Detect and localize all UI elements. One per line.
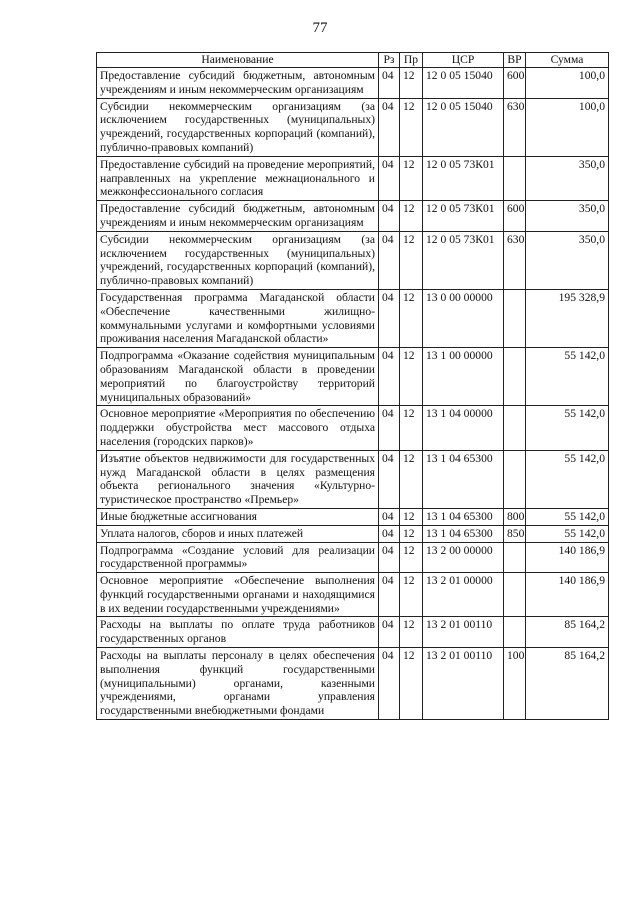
row-sum-cell: 55 142,0 [526,508,609,525]
row-rz-cell: 04 [379,68,400,99]
row-csr-cell: 12 0 05 73К01 [423,231,504,289]
row-pr-cell: 12 [400,617,423,648]
row-name-cell: Основное мероприятие «Мероприятия по обеспечению поддержки обустройства мест массового отдыха населения (городских парков)» [97,406,379,450]
table-row [97,98,609,156]
row-vr-cell [504,450,526,508]
row-csr-cell: 12 0 05 73К01 [423,201,504,232]
table-header-row [97,53,609,68]
row-name-cell: Расходы на выплаты персоналу в целях обеспечения выполнения функций государственными (муниципальными) органами, казенными учреждениями, органами управления государственными внебюджетными фондами [97,648,379,720]
row-sum-cell: 55 142,0 [526,348,609,406]
row-sum-cell: 55 142,0 [526,525,609,542]
row-pr-cell: 12 [400,156,423,200]
row-sum-cell: 85 164,2 [526,648,609,720]
table-row [97,573,609,617]
row-rz-cell: 04 [379,573,400,617]
table-row [97,508,609,525]
row-csr-cell: 13 2 01 00110 [423,617,504,648]
row-vr-cell [504,542,526,573]
row-rz-cell: 04 [379,231,400,289]
row-name-cell: Субсидии некоммерческим организациям (за исключением государственных (муниципальных) учреждений, государственных корпораций (компаний), публично-правовых компаний) [97,98,379,156]
row-pr-cell: 12 [400,348,423,406]
row-name-cell: Иные бюджетные ассигнования [97,508,379,525]
row-csr-cell: 13 1 04 65300 [423,525,504,542]
header-vr: ВР [504,53,526,68]
row-vr-cell [504,406,526,450]
row-sum-cell: 100,0 [526,68,609,99]
row-pr-cell: 12 [400,450,423,508]
row-vr-cell: 600 [504,201,526,232]
table-row [97,68,609,99]
row-vr-cell: 850 [504,525,526,542]
row-vr-cell: 100 [504,648,526,720]
row-sum-cell: 140 186,9 [526,573,609,617]
row-vr-cell [504,289,526,347]
row-pr-cell: 12 [400,289,423,347]
row-rz-cell: 04 [379,617,400,648]
table-row [97,156,609,200]
row-pr-cell: 12 [400,542,423,573]
row-name-cell: Субсидии некоммерческим организациям (за исключением государственных (муниципальных) учреждений, государственных корпораций (компаний), публично-правовых компаний) [97,231,379,289]
row-rz-cell: 04 [379,201,400,232]
table-row [97,348,609,406]
row-vr-cell [504,156,526,200]
row-pr-cell: 12 [400,201,423,232]
page-number: 77 [312,20,328,36]
row-name-cell: Предоставление субсидий на проведение мероприятий, направленных на укрепление межнационального и межконфессионального согласия [97,156,379,200]
row-name-cell: Подпрограмма «Создание условий для реализации государственной программы» [97,542,379,573]
row-rz-cell: 04 [379,156,400,200]
header-rz: Рз [379,53,400,68]
row-rz-cell: 04 [379,648,400,720]
header-csr: ЦСР [423,53,504,68]
budget-table [96,52,609,720]
row-rz-cell: 04 [379,348,400,406]
row-csr-cell: 13 1 04 65300 [423,450,504,508]
row-pr-cell: 12 [400,525,423,542]
table-row [97,231,609,289]
row-sum-cell: 140 186,9 [526,542,609,573]
row-csr-cell: 12 0 05 73К01 [423,156,504,200]
table-row [97,201,609,232]
row-csr-cell: 13 1 04 00000 [423,406,504,450]
row-name-cell: Уплата налогов, сборов и иных платежей [97,525,379,542]
header-sum: Сумма [526,53,609,68]
row-name-cell: Расходы на выплаты по оплате труда работников государственных органов [97,617,379,648]
row-vr-cell [504,573,526,617]
row-vr-cell: 630 [504,98,526,156]
table-row [97,289,609,347]
row-sum-cell: 55 142,0 [526,406,609,450]
header-name: Наименование [97,53,379,68]
row-sum-cell: 195 328,9 [526,289,609,347]
row-pr-cell: 12 [400,98,423,156]
row-pr-cell: 12 [400,406,423,450]
row-sum-cell: 350,0 [526,156,609,200]
row-sum-cell: 350,0 [526,201,609,232]
table-row [97,542,609,573]
row-vr-cell [504,617,526,648]
row-sum-cell: 350,0 [526,231,609,289]
row-pr-cell: 12 [400,648,423,720]
row-name-cell: Предоставление субсидий бюджетным, автономным учреждениям и иным некоммерческим организациям [97,201,379,232]
row-rz-cell: 04 [379,450,400,508]
row-name-cell: Государственная программа Магаданской области «Обеспечение качественными жилищно-коммунальными услугами и комфортными условиями проживания населения Магаданской области» [97,289,379,347]
row-rz-cell: 04 [379,542,400,573]
row-rz-cell: 04 [379,406,400,450]
row-csr-cell: 13 1 04 65300 [423,508,504,525]
row-name-cell: Основное мероприятие «Обеспечение выполнения функций государственными органами и находящимися в их ведении государственными учреждениями» [97,573,379,617]
table-body [97,68,609,720]
row-csr-cell: 13 2 00 00000 [423,542,504,573]
row-sum-cell: 55 142,0 [526,450,609,508]
row-name-cell: Предоставление субсидий бюджетным, автономным учреждениям и иным некоммерческим организациям [97,68,379,99]
header-pr: Пр [400,53,423,68]
row-csr-cell: 13 0 00 00000 [423,289,504,347]
row-sum-cell: 100,0 [526,98,609,156]
row-vr-cell: 600 [504,68,526,99]
table-row [97,406,609,450]
table-row [97,617,609,648]
row-csr-cell: 13 2 01 00110 [423,648,504,720]
row-name-cell: Изъятие объектов недвижимости для государственных нужд Магаданской области в целях размещения объекта регионального значения «Культурно-туристическое пространство «Премьер» [97,450,379,508]
row-csr-cell: 12 0 05 15040 [423,68,504,99]
row-sum-cell: 85 164,2 [526,617,609,648]
row-rz-cell: 04 [379,508,400,525]
table-row [97,525,609,542]
row-name-cell: Подпрограмма «Оказание содействия муниципальным образованиям Магаданской области в проведении мероприятий по благоустройству территорий муниципальных образований» [97,348,379,406]
row-pr-cell: 12 [400,231,423,289]
row-pr-cell: 12 [400,573,423,617]
row-pr-cell: 12 [400,508,423,525]
table-row [97,648,609,720]
row-vr-cell: 800 [504,508,526,525]
row-csr-cell: 12 0 05 15040 [423,98,504,156]
row-rz-cell: 04 [379,525,400,542]
table-row [97,450,609,508]
row-csr-cell: 13 1 00 00000 [423,348,504,406]
row-pr-cell: 12 [400,68,423,99]
row-vr-cell: 630 [504,231,526,289]
row-csr-cell: 13 2 01 00000 [423,573,504,617]
row-vr-cell [504,348,526,406]
row-rz-cell: 04 [379,289,400,347]
row-rz-cell: 04 [379,98,400,156]
